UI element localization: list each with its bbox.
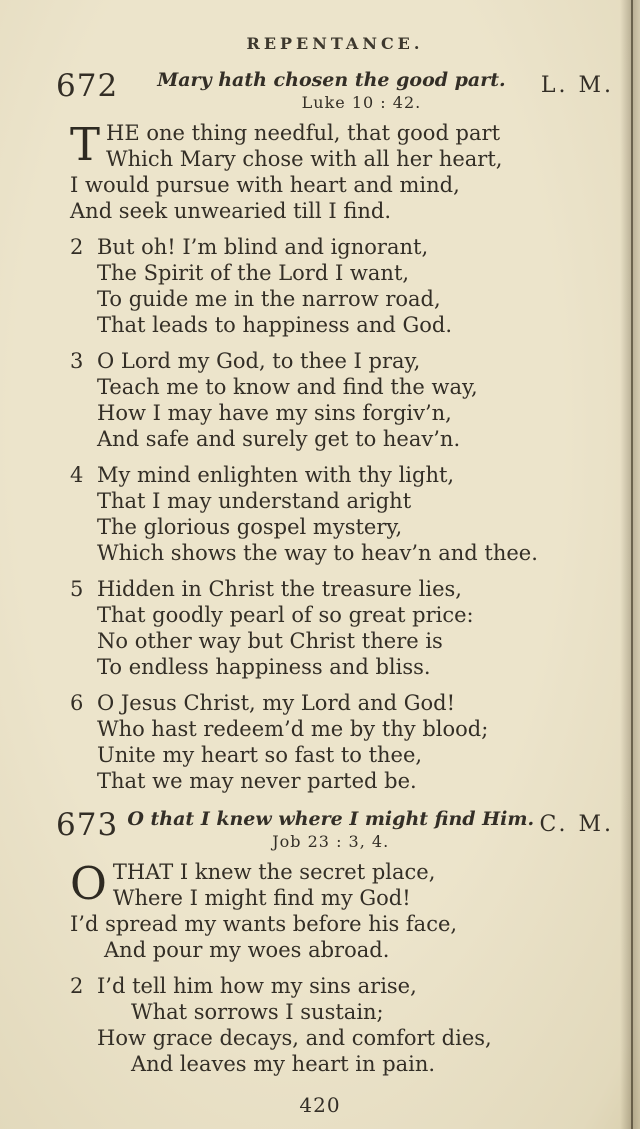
- drop-cap-initial: T: [70, 117, 101, 171]
- verse-line: That I may understand aright: [97, 488, 412, 513]
- verse-line: To guide me in the narrow road,: [97, 286, 441, 311]
- verse-number: 6: [70, 690, 84, 715]
- verse-lines: [70, 856, 614, 963]
- verse-line: No other way but Christ there is: [97, 628, 443, 653]
- verse-line: That leads to happiness and God.: [97, 312, 453, 337]
- hymn-title: O that I knew where I might find Him.: [127, 807, 535, 830]
- hymn-list: [56, 69, 614, 1077]
- verse-line: My mind enlighten with thy light,: [97, 462, 455, 487]
- page-number: 420: [299, 1093, 341, 1117]
- hymn-verse: [70, 576, 614, 680]
- hymn-meter: C. M.: [539, 811, 614, 837]
- hymn-title-block: [122, 808, 539, 851]
- verse-line: But oh! I’m blind and ignorant,: [97, 234, 429, 259]
- hymn-verse: [70, 234, 614, 338]
- verse-line: Where I might find my God!: [112, 885, 411, 910]
- hymn-title-block: [122, 69, 541, 112]
- verse-number: 5: [70, 576, 84, 601]
- hymn: [56, 69, 614, 794]
- drop-cap-initial: O: [70, 856, 107, 910]
- verse-line: How grace decays, and comfort dies,: [97, 1025, 492, 1050]
- hymn-number: 673: [56, 806, 119, 843]
- verse-line: And seek unwearied till I find.: [70, 198, 391, 223]
- verse-line: And safe and surely get to heav’n.: [97, 426, 461, 451]
- verse-number: 4: [70, 462, 84, 487]
- hymn-verse: [62, 117, 614, 224]
- verse-line: I’d tell him how my sins arise,: [97, 973, 417, 998]
- hymn-verse: [70, 690, 614, 794]
- verse-line: O Jesus Christ, my Lord and God!: [97, 690, 456, 715]
- verse-line: I would pursue with heart and mind,: [70, 172, 460, 197]
- verse-lines: [97, 348, 614, 452]
- verse-line: That goodly pearl of so great price:: [97, 602, 474, 627]
- hymn-verses: [56, 856, 614, 1077]
- verse-lines: [97, 234, 614, 338]
- verse-line: Hidden in Christ the treasure lies,: [97, 576, 462, 601]
- verse-number: 2: [70, 234, 84, 259]
- verse-number: 3: [70, 348, 84, 373]
- verse-lines: [97, 462, 614, 566]
- hymn: [56, 808, 614, 1077]
- verse-line: HE one thing needful, that good part: [106, 120, 501, 145]
- verse-line: What sorrows I sustain;: [131, 999, 384, 1024]
- hymn-number: 672: [56, 68, 119, 104]
- verse-line: The glorious gospel mystery,: [97, 514, 403, 539]
- verse-line: I’d spread my wants before his face,: [70, 911, 458, 936]
- verse-line: Unite my heart so fast to thee,: [97, 742, 423, 767]
- verse-line: To endless happiness and bliss.: [97, 654, 431, 679]
- hymn-verse: [70, 973, 614, 1077]
- hymn-header: [56, 808, 614, 851]
- hymn-verses: [56, 117, 614, 794]
- hymn-header: [56, 69, 614, 112]
- verse-line: And leaves my heart in pain.: [131, 1051, 436, 1076]
- running-head: REPENTANCE.: [246, 34, 424, 53]
- verse-lines: [97, 576, 614, 680]
- verse-line: How I may have my sins forgiv’n,: [97, 400, 452, 425]
- hymn-verse: [70, 462, 614, 566]
- verse-line: That we may never parted be.: [97, 768, 417, 793]
- verse-line: The Spirit of the Lord I want,: [97, 260, 410, 285]
- verse-number: 2: [70, 973, 84, 998]
- verse-line: O Lord my God, to thee I pray,: [97, 348, 421, 373]
- verse-lines: [97, 690, 614, 794]
- hymn-title: Mary hath chosen the good part.: [157, 69, 506, 91]
- verse-lines: [97, 973, 614, 1077]
- hymn-meter: L. M.: [540, 73, 614, 98]
- hymn-scripture-reference: Luke 10 : 42.: [301, 92, 422, 112]
- verse-line: Which Mary chose with all her heart,: [106, 146, 503, 171]
- verse-lines: [70, 117, 614, 224]
- hymn-scripture-reference: Job 23 : 3, 4.: [272, 831, 390, 851]
- verse-line: Teach me to know and find the way,: [97, 374, 478, 399]
- verse-line: And pour my woes abroad.: [104, 937, 390, 962]
- verse-line: Which shows the way to heav’n and thee.: [97, 540, 538, 565]
- verse-line: Who hast redeem’d me by thy blood;: [97, 716, 489, 741]
- page-edge-shadow: [620, 0, 640, 1129]
- verse-line: THAT I knew the secret place,: [112, 859, 436, 884]
- hymn-verse: [70, 348, 614, 452]
- hymn-verse: [62, 856, 614, 963]
